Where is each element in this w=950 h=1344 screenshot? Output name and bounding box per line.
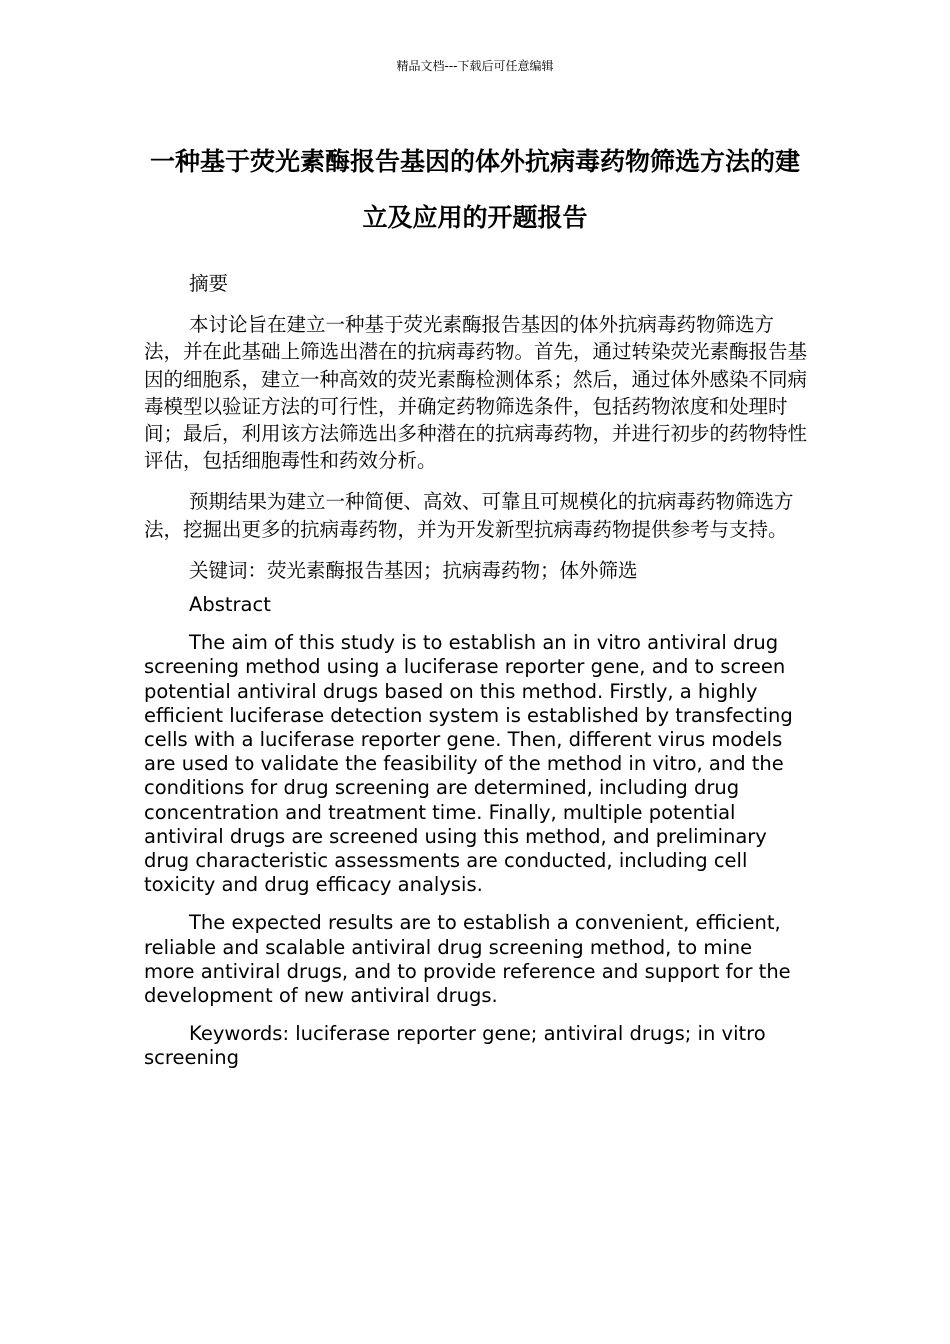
zh-abstract-heading: 摘要 [189, 272, 229, 295]
en-abstract-heading: Abstract [189, 593, 271, 617]
page-title: 一种基于荧光素酶报告基因的体外抗病毒药物筛选方法的建立及应用的开题报告 [149, 147, 800, 232]
en-abstract-paragraph-1: The aim of this study is to establish an in vitro antiviral drug screening method using a luciferase reporter gene, and to screen potential antiviral drugs based on this method. Firstly, a highly efficient luciferase detection system is established by transfecting cells with a luciferase reporter gene. Then, different virus models are used to validate the feasibility of the method in vitro, and the conditions for drug screening are determined, including drug concentration and treatment time. Finally, multiple potential antiviral drugs are screened using this method, and preliminary drug characteristic assessments are conducted, including cell toxicity and drug efficacy analysis. [144, 631, 793, 897]
en-keywords: Keywords: luciferase reporter gene; antiviral drugs; in vitro screening [144, 1022, 766, 1070]
zh-abstract-paragraph-2: 预期结果为建立一种简便、高效、可靠且可规模化的抗病毒药物筛选方法，挖掘出更多的抗病毒药物，并为开发新型抗病毒药物提供参考与支持。 [144, 490, 794, 541]
zh-keywords: 关键词：荧光素酶报告基因；抗病毒药物；体外筛选 [189, 558, 638, 582]
en-abstract-paragraph-2: The expected results are to establish a convenient, efficient, reliable and scalable antiviral drug screening method, to mine more antiviral drugs, and to provide reference and support for the development of new antiviral drugs. [144, 911, 791, 1008]
header-note: 精品文档---下载后可任意编辑 [396, 59, 554, 73]
zh-abstract-paragraph-1: 本讨论旨在建立一种基于荧光素酶报告基因的体外抗病毒药物筛选方法，并在此基础上筛选出潜在的抗病毒药物。首先，通过转染荧光素酶报告基因的细胞系，建立一种高效的荧光素酶检测体系；然后，通过体外感染不同病毒模型以验证方法的可行性，并确定药物筛选条件，包括药物浓度和处理时间；最后，利用该方法筛选出多种潜在的抗病毒药物，并进行初步的药物特性评估，包括细胞毒性和药效分析。 [144, 313, 808, 473]
document-body [144, 270, 808, 1085]
